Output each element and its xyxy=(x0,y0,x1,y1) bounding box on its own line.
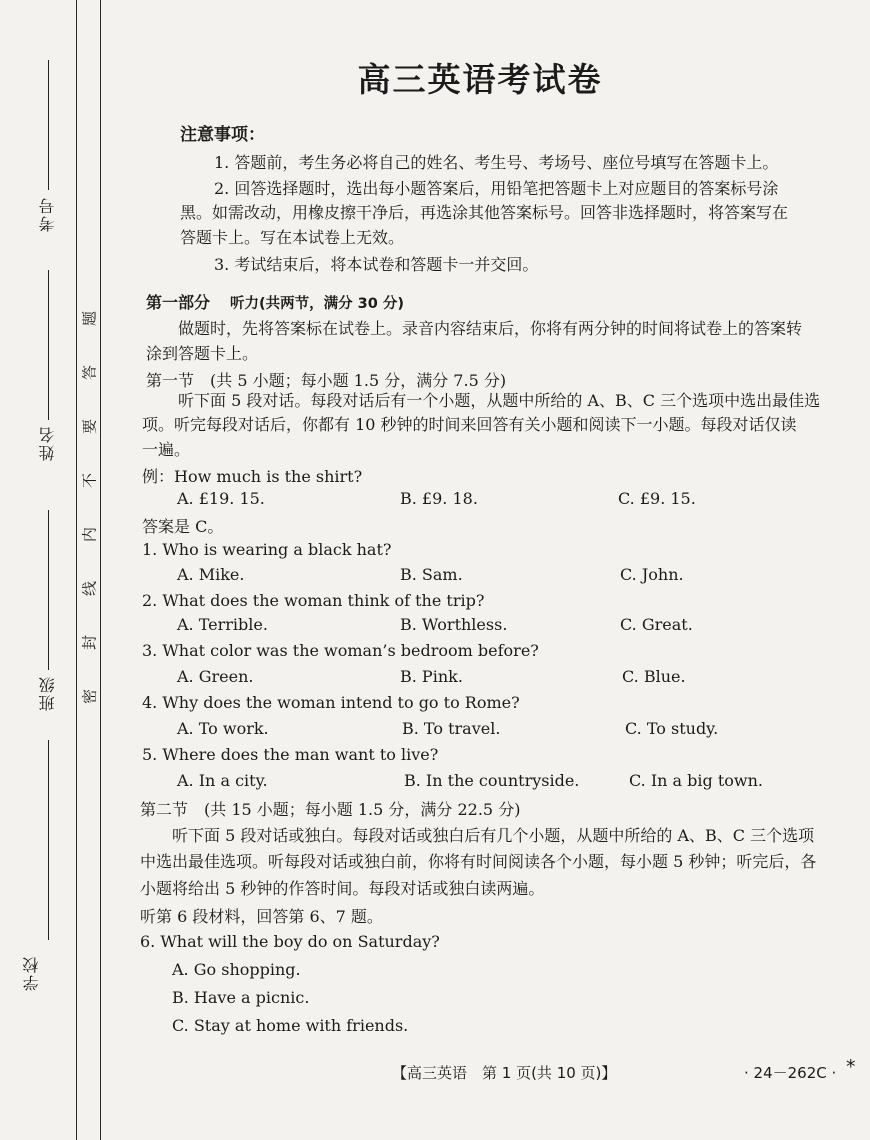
seal-char: 题 xyxy=(80,311,99,327)
class-label: 班级 xyxy=(38,675,57,711)
seal-char: 内 xyxy=(80,527,99,543)
notice-line: 2. 回答选择题时，选出每小题答案后，用铅笔把答题卡上对应题目的答案标号涂 xyxy=(214,179,779,198)
example-option-b: B. £9. 18. xyxy=(400,489,478,508)
question-text: 1. Who is wearing a black hat? xyxy=(142,540,392,559)
seal-char: 线 xyxy=(80,581,99,597)
option-a: A. Mike. xyxy=(177,565,245,584)
section2-intro: 小题将给出 5 秒钟的作答时间。每段对话或独白读两遍。 xyxy=(140,879,545,898)
option-c: C. In a big town. xyxy=(629,771,764,790)
part1-heading-sub: 听力(共两节，满分 30 分) xyxy=(230,296,405,312)
question-text: 5. Where does the man want to live? xyxy=(142,745,439,764)
notice-line: 黑。如需改动，用橡皮擦干净后，再选涂其他答案标号。回答非选择题时，将答案写在 xyxy=(180,203,789,222)
school-label: 学校 xyxy=(22,955,41,991)
binding-line-inner xyxy=(100,0,101,1140)
name-underline xyxy=(48,270,49,420)
option-b: B. Worthless. xyxy=(400,615,508,634)
exam-no-underline xyxy=(48,60,49,190)
page-title: 高三英语考试卷 xyxy=(357,60,603,99)
exam-no-label: 考号 xyxy=(38,196,57,232)
seal-char: 答 xyxy=(80,365,99,381)
notice-line: 1. 答题前，考生务必将自己的姓名、考生号、考场号、座位号填写在答题卡上。 xyxy=(214,153,779,172)
option-a: A. In a city. xyxy=(177,771,268,790)
example-question: 例：How much is the shirt? xyxy=(142,467,363,486)
seal-char: 密 xyxy=(80,689,99,705)
example-option-c: C. £9. 15. xyxy=(618,489,696,508)
notice-line: 答题卡上。写在本试卷上无效。 xyxy=(180,228,405,247)
example-answer: 答案是 C。 xyxy=(142,517,224,536)
question-text: 3. What color was the woman’s bedroom before? xyxy=(142,641,539,660)
name-label: 姓名 xyxy=(38,425,57,461)
question-text: 6. What will the boy do on Saturday? xyxy=(140,932,440,951)
section2-heading: 第二节 (共 15 小题；每小题 1.5 分，满分 22.5 分) xyxy=(140,800,521,819)
question-text: 2. What does the woman think of the trip? xyxy=(142,591,485,610)
option-a: A. Go shopping. xyxy=(172,960,301,979)
part1-intro: 涂到答题卡上。 xyxy=(146,344,259,363)
seal-char: 要 xyxy=(80,419,99,435)
page-footer-star: * xyxy=(846,1056,856,1078)
notice-line: 3. 考试结束后，将本试卷和答题卡一并交回。 xyxy=(214,255,539,274)
option-c: C. Blue. xyxy=(622,667,686,686)
section2-intro: 听下面 5 段对话或独白。每段对话或独白后有几个小题，从题中所给的 A、B、C 三个选项 xyxy=(172,826,815,845)
option-a: A. To work. xyxy=(177,719,269,738)
school-underline xyxy=(48,740,49,940)
section2-material: 听第 6 段材料，回答第 6、7 题。 xyxy=(140,907,383,926)
option-b: B. Have a picnic. xyxy=(172,988,310,1007)
example-option-a: A. £19. 15. xyxy=(177,489,265,508)
page-footer-info: 【高三英语 第 1 页(共 10 页)】 xyxy=(392,1064,617,1082)
option-c: C. Stay at home with friends. xyxy=(172,1016,409,1035)
part1-intro: 做题时，先将答案标在试卷上。录音内容结束后，你将有两分钟的时间将试卷上的答案转 xyxy=(178,319,803,338)
binding-line-outer xyxy=(76,0,77,1140)
page-footer-code: · 24－262C · xyxy=(744,1064,837,1082)
option-c: C. John. xyxy=(620,565,684,584)
option-c: C. Great. xyxy=(620,615,693,634)
section2-intro: 中选出最佳选项。听每段对话或独白前，你将有时间阅读各个小题，每小题 5 秒钟；听完后，各 xyxy=(140,852,817,871)
option-b: B. To travel. xyxy=(402,719,501,738)
question-text: 4. Why does the woman intend to go to Rome? xyxy=(142,693,520,712)
class-underline xyxy=(48,510,49,670)
option-b: B. In the countryside. xyxy=(404,771,580,790)
option-a: A. Terrible. xyxy=(177,615,268,634)
section1-intro: 项。听完每段对话后，你都有 10 秒钟的时间来回答有关小题和阅读下一小题。每段对话仅读 xyxy=(142,415,797,434)
option-c: C. To study. xyxy=(625,719,719,738)
section1-heading: 第一节 (共 5 小题；每小题 1.5 分，满分 7.5 分) xyxy=(146,371,507,390)
option-b: B. Pink. xyxy=(400,667,463,686)
option-b: B. Sam. xyxy=(400,565,463,584)
notice-heading: 注意事项： xyxy=(180,125,265,145)
section1-intro: 听下面 5 段对话。每段对话后有一个小题，从题中所给的 A、B、C 三个选项中选出最佳选 xyxy=(178,391,821,410)
section1-intro: 一遍。 xyxy=(142,440,191,459)
option-a: A. Green. xyxy=(177,667,254,686)
seal-char: 不 xyxy=(80,473,99,489)
seal-char: 封 xyxy=(80,635,99,651)
part1-heading: 第一部分 xyxy=(146,293,211,312)
